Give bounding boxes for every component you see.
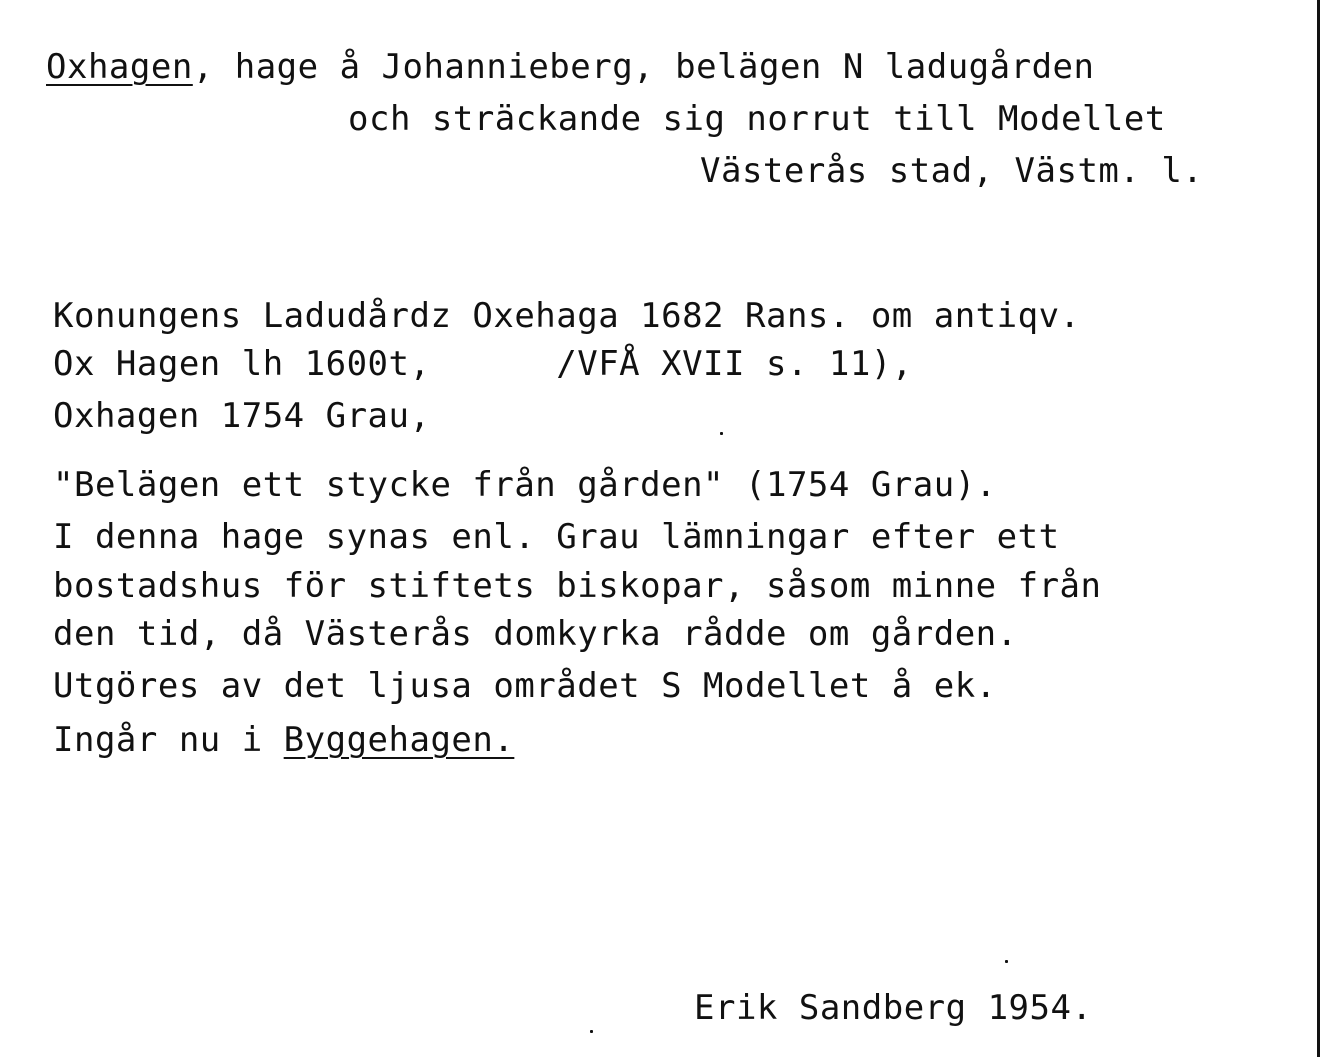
- note-line-6: [53, 718, 514, 762]
- card-edge-line: [1317, 0, 1320, 1057]
- source-line-3: Oxhagen 1754 Grau,: [53, 396, 431, 436]
- header-line-1-rest: , hage å Johannieberg, belägen N ladugården: [192, 47, 1095, 87]
- ink-speck: [720, 432, 723, 435]
- note-line-1: "Belägen ett stycke från gården" (1754 Grau).: [53, 465, 997, 505]
- source-line-1: Konungens Ladudårdz Oxehaga 1682 Rans. om antiqv.: [53, 296, 1081, 336]
- source-line-2: Ox Hagen lh 1600t, /VFÅ XVII s. 11),: [53, 344, 913, 384]
- place-name: Oxhagen: [46, 47, 193, 87]
- note-line-5: Utgöres av det ljusa området S Modellet å ek.: [53, 666, 997, 706]
- header-line-1: [46, 45, 1095, 89]
- note-line-2: I denna hage synas enl. Grau lämningar efter ett: [53, 517, 1060, 557]
- note-line-4: den tid, då Västerås domkyrka rådde om gården.: [53, 614, 1018, 654]
- header-line-3: Västerås stad, Västm. l.: [700, 151, 1204, 191]
- ink-speck: [1005, 960, 1008, 963]
- cross-reference: Byggehagen.: [283, 720, 515, 760]
- ink-speck: [590, 1030, 593, 1033]
- header-line-2: och sträckande sig norrut till Modellet: [348, 99, 1166, 139]
- note-line-6-prefix: Ingår nu i: [53, 720, 284, 760]
- note-line-3: bostadshus för stiftets biskopar, såsom minne från: [53, 566, 1102, 606]
- signature: Erik Sandberg 1954.: [694, 988, 1093, 1028]
